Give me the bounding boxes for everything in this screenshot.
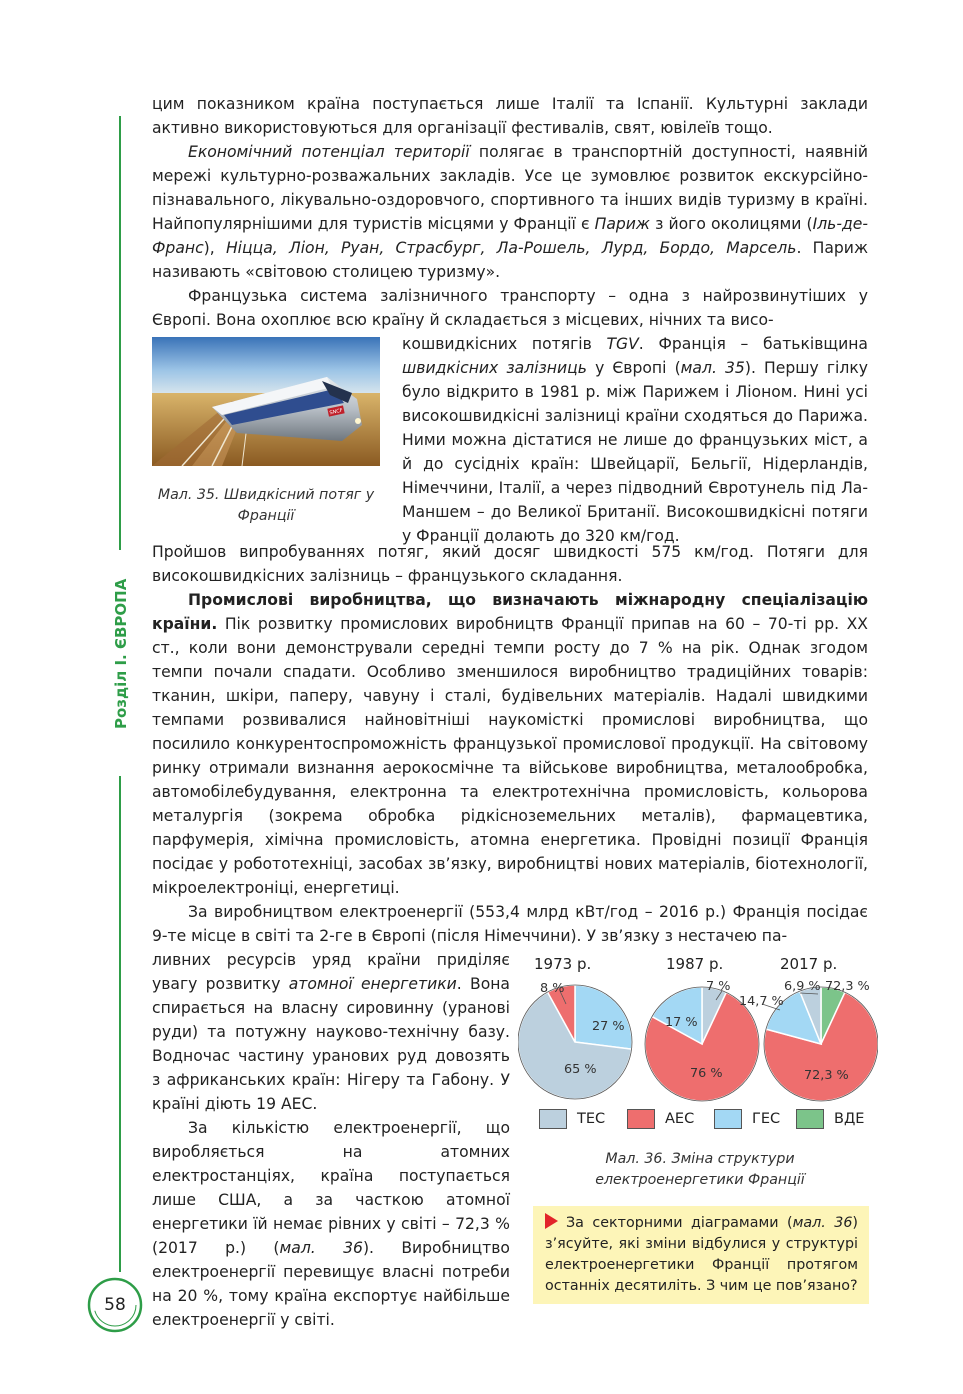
pie-title: 2017 р. xyxy=(780,955,838,973)
chart-legend xyxy=(539,1106,869,1134)
paragraph-text: цим показником країна поступається лише Італії та Іспанії. Культурні заклади активно використовуються для організації фестивалів, свят, ювілеїв тощо. xyxy=(152,95,868,137)
pie-label: 72,3 % xyxy=(804,1068,849,1083)
page-number-badge xyxy=(86,1276,144,1334)
legend-item: ТЕС xyxy=(539,1106,605,1132)
paragraph xyxy=(152,900,868,948)
pie-label: 6,9 % xyxy=(784,979,821,994)
paragraph: За кількістю електроенергії, що виробляється на атомних електростанціях, країна поступається лише США, а за часткою атомної енергетики їй немає рівних у світі – 72,3 % (2017 р.) (мал. 36). Виробництво електроенергії перевищує власні потреби на 20 %, тому країна експортує найбільше електроенергії у світі. xyxy=(152,1119,510,1329)
pie-label: 65 % xyxy=(564,1062,597,1077)
pie-label: 8 % xyxy=(540,981,565,996)
legend-swatch xyxy=(714,1109,742,1129)
paragraph: Економічний потенціал території полягає в транспортній доступності, наявній мережі культурно-розважальних закладів. Усе це зумовлює розвиток екскурсійно-пізнавального, лікувально-оздоровчого, спортивного та інших видів туризму в країні. Найпопулярнішими для туристів місцями у Франції є Париж з його околицями (Іль-де-Франс), Ніцца, Ліон, Руан, Страсбург, Ла-Рошель, Лурд, Бордо, Марсель. Париж називають «світовою столицею туризму». xyxy=(152,143,868,281)
arrow-icon xyxy=(545,1213,558,1229)
paragraph xyxy=(152,540,868,588)
paragraph xyxy=(152,92,868,140)
section-divider-line xyxy=(119,116,121,550)
pie-label: 76 % xyxy=(690,1066,723,1081)
pie-title: 1973 р. xyxy=(534,955,592,973)
figure-caption: Мал. 36. Зміна структури електроенергетики Франції xyxy=(595,1151,805,1188)
legend-item: ГЕС xyxy=(714,1106,780,1132)
figure-caption: Мал. 35. Швидкісний потяг у Франції xyxy=(157,487,375,524)
train-photo xyxy=(152,337,380,466)
heading-inline: Промислові виробництва, що визначають міжнародну спеціалізацію країни. xyxy=(152,591,868,633)
pie-label: 7 % xyxy=(706,979,731,994)
section-divider-line xyxy=(119,776,121,1272)
paragraph: ливних ресурсів уряд країни приділяє увагу розвитку атомної енергетики. Вона спирається на власну сировинну (уранові руди) та потужну науково-технічну базу. Водночас частину уранових руд довозять з африканських країн: Нігеру та Габону. У країні діють 19 АЕС. xyxy=(152,951,510,1113)
legend-item: АЕС xyxy=(627,1106,694,1132)
pie-label: 72,3 % xyxy=(825,979,870,994)
pie-label: 27 % xyxy=(592,1019,625,1034)
train-logo: SNCF xyxy=(329,407,344,417)
paragraph-text: Пройшов випробуваннях потяг, який досяг швидкості 575 км/год. Потяги для високошвидкісних залізниць – французького складання. xyxy=(152,543,868,585)
legend-swatch xyxy=(627,1109,655,1129)
page-number: 58 xyxy=(104,1295,126,1315)
paragraph: Промислові виробництва, що визначають міжнародну спеціалізацію країни. Пік розвитку промислових виробництв Франції припав на 60 – 70-ті рр. XX ст., коли вони демонстрували середні темпи росту до 7 % на рік. Однак згодом темпи почали спадати. Особливо зменшилося виробництво традиційних товарів: тканин, шкіри, паперу, чавуну і сталі, будівельних матеріалів. Надалі швидкими темпами розвивалися найновітніші наукомісткі промислові виробництва, що посилило конкурентоспроможність французької промислової продукції. На світовому ринку отримали визнання аерокосмічне та військове виробництва, металообробка, автомобілебудування, електронна та електротехнічна промисловість, кольорова металургія (зокрема обробка рідкісноземельних металів), фармацевтика, парфумерія, хімічна промисловість, атомна енергетика. Провідні позиції Франція посідає у робототехніці, засобах зв’язку, виробництві нових матеріалів, біотехнології, мікроелектроніці, енергетиці. xyxy=(152,591,868,897)
legend-item: ВДЕ xyxy=(796,1106,864,1132)
pie-title: 1987 р. xyxy=(666,955,724,973)
legend-swatch xyxy=(539,1109,567,1129)
pie-label: 17 % xyxy=(665,1015,698,1030)
paragraph-text: Французька система залізничного транспорту – одна з найрозвинутіших у Європі. Вона охоплює всю країну й складається з місцевих, нічних та висо- xyxy=(152,287,868,329)
task-box: За секторними діаграмами (мал. 36) з’ясуйте, які зміни відбулися у структурі електроенергетики Франції протягом останніх десятиліть. З чим це пов’язано? xyxy=(533,1206,869,1304)
pie-label: 14,7 % xyxy=(739,994,784,1009)
section-label: Розділ І. ЄВРОПА xyxy=(112,578,130,729)
paragraph-text: За виробництвом електроенергії (553,4 млрд кВт/год – 2016 р.) Франція посідає 9-те місце в світі та 2-ге в Європі (після Німеччини). У зв’язку з нестачею па- xyxy=(152,903,868,945)
emphasis-text: Економічний потенціал території xyxy=(188,143,470,161)
legend-swatch xyxy=(796,1109,824,1129)
paragraph xyxy=(152,284,868,332)
paragraph: кошвидкісних потягів TGV. Франція – батьківщина швидкісних залізниць у Європі (мал. 35). Першу гілку було відкрито в 1981 р. між Парижем і Ліоном. Нині усі високошвидкісні залізниці країни сходяться до Парижа. Ними можна дістатися не лише до французьких міст, а й до сусідніх країн: Швейцарії, Бельгії, Нідерландів, Німеччини, Італії, а через підводний Євротунель під Ла-Маншем – до Великої Британії. Високошвидкісні потяги у Франції долають до 320 км/год. xyxy=(402,335,868,545)
